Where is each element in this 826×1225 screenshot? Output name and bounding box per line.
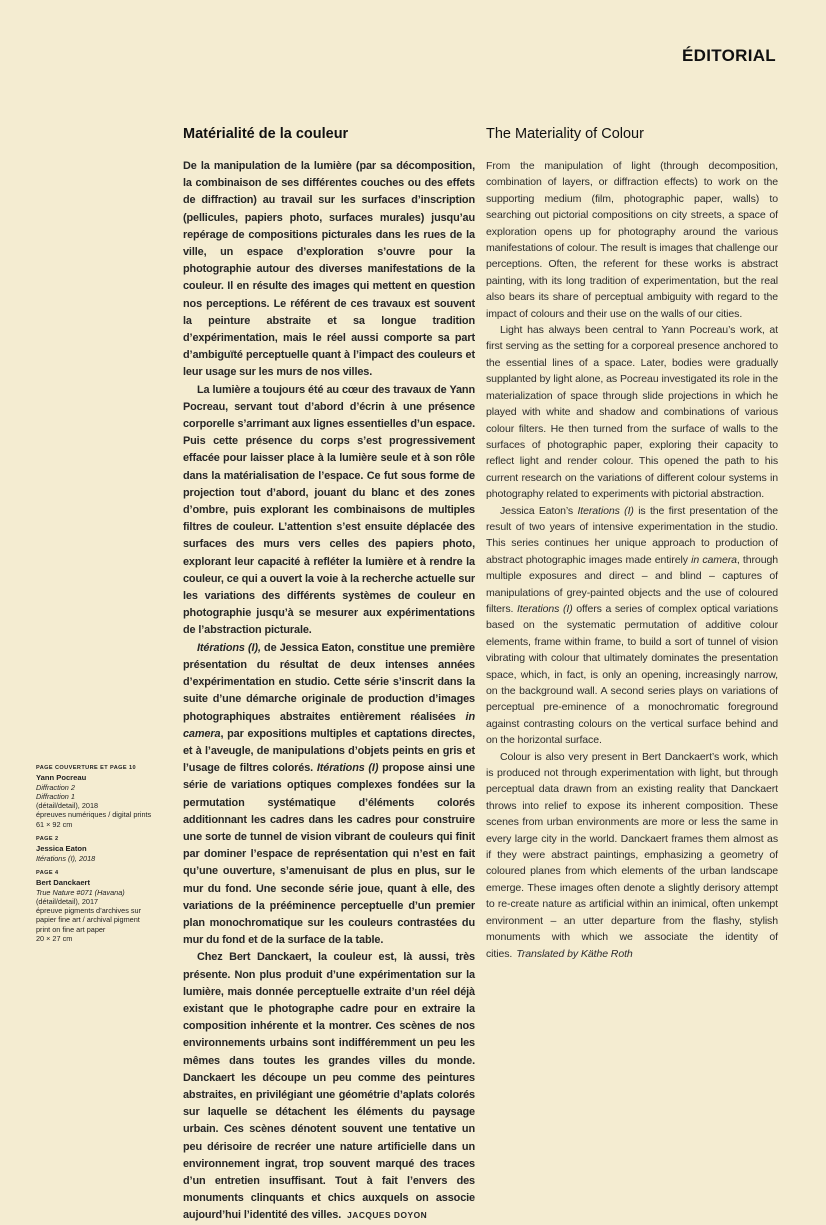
translator-credit: Translated by Käthe Roth bbox=[516, 947, 633, 960]
english-paragraph-3 bbox=[486, 503, 778, 749]
english-p3-text-d: offers a series of complex optical variations based on the systematic permutation of additive colour elements, frame within frame, to build a sort of tunnel of vision vibrating with colour that ultimately dominates the presentation space, which, in fact, is only an opening, increasingly narrow, on the background wall. A second series plays on variations of perceptual pre-eminence of a monochromatic foreground against contrasting colours on the vertical surface behind and on the horizontal surface. bbox=[486, 602, 778, 747]
credit-block bbox=[36, 869, 166, 943]
english-italic-in-camera: in camera bbox=[691, 553, 737, 566]
image-credits bbox=[36, 764, 166, 949]
english-p3-text-b: is the first presentation of the result of two years of intensive experimentation in the studio. This series continues her unique approach to production of abstract photographic images made entirely bbox=[486, 504, 778, 566]
french-title: Matérialité de la couleur bbox=[183, 126, 349, 142]
credit-artist-name: Jessica Eaton bbox=[36, 844, 87, 854]
english-p3-text-c: , through multiple exposures and direct – and blind – captures of manipulations of grey-painted objects and the use of coloured filters. bbox=[486, 553, 778, 615]
french-italic-in-camera: in camera bbox=[183, 710, 475, 740]
credit-page-label: PAGE COUVERTURE ET PAGE 10 bbox=[36, 765, 137, 771]
french-paragraph-1: De la manipulation de la lumière (par sa décomposition, la combinaison de ses différentes couches ou des effets de diffraction) au travail sur les surfaces d’inscription (pellicules, papiers photo, surfaces murales) jusqu’au repérage de compositions picturales dans les rues de la ville, un espace d’exploration s’ouvre pour la photographie autour des diverses manifestations de la couleur. Il en résulte des images qui mettent en question nos perceptions. Le référent de ces travaux est souvent la peinture abstraite et sa longue tradition d’expérimentation, mais le réel aussi comporte sa part d’ambiguïté perceptuelle quant à l’impact des couleurs et leur usage sur les murs de nos villes. bbox=[183, 160, 475, 379]
credit-line: 61 × 92 cm bbox=[36, 819, 73, 829]
english-italic-title: Iterations (I) bbox=[577, 504, 634, 517]
credit-block bbox=[36, 835, 166, 863]
french-italic-title: Itérations (I), bbox=[197, 641, 261, 654]
credit-line: épreuves numériques / digital prints bbox=[36, 810, 152, 820]
english-italic-title-2: Iterations (I) bbox=[516, 602, 573, 615]
credit-line: True Nature #071 (Havana) bbox=[36, 887, 125, 897]
english-paragraph-1: From the manipulation of light (through decomposition, combination of layers, or diffraction effects) to work on the supporting medium (film, photographic paper, walls) to searching out pictorial compositions on city streets, a space of exploration opens up for photography around the various manifestations of colour. The result is images that challenge our perceptions. Often, the referent for these works is abstract painting, with its long tradition of experimentation, but the real also bears its share of perceptual ambiguity with regard to the impact of colours and their use on the walls of our cities. bbox=[486, 160, 778, 320]
credit-line: print on fine art paper bbox=[36, 924, 106, 934]
english-paragraph-4 bbox=[486, 749, 778, 962]
credit-artist-name: Yann Pocreau bbox=[36, 773, 87, 783]
french-paragraph-2: La lumière a toujours été au cœur des travaux de Yann Pocreau, servant tout d’abord d’écrin à une présence corporelle s’arrimant aux lignes essentielles d’un espace. Puis cette présence du corps s’est progressivement effacée pour laisser place à la lumière seule et à son rôle dans la matérialisation de l’espace. Ce fut sous forme de projection tout d’abord, jouant du blanc et des zones d’ombre, puis explorant les combinaisons de multiples filtres de couleur. L’attention s’est ensuite déplacée des surfaces des murs vers celles des papiers photo, explorant leur capacité à refléter la lumière et à rendre la couleur, ce qui a ouvert la voie à la recherche actuelle sur les variations des différents systèmes de couleur en photographie jusqu’à se mesurer aux expérimentations de l’abstraction picturale. bbox=[183, 383, 475, 637]
credit-artist-name: Bert Danckaert bbox=[36, 878, 91, 888]
french-p3-text-a: de Jessica Eaton, constitue une première présentation du résultat de deux intenses années d’expérimentation en studio. Cette série s’inscrit dans la suite d’une démarche originale de production d’images photographiques abstraites entièrement réalisées bbox=[183, 641, 475, 723]
french-italic-title-2: Itérations (I) bbox=[316, 762, 379, 775]
english-editorial bbox=[486, 124, 778, 962]
credit-line: Diffraction 2 bbox=[36, 782, 75, 792]
english-title: The Materiality of Colour bbox=[486, 126, 644, 142]
credit-block bbox=[36, 764, 166, 829]
credit-line: 20 × 27 cm bbox=[36, 934, 73, 944]
credit-page-label: PAGE 2 bbox=[36, 836, 59, 843]
credit-line: (détail/detail), 2017 bbox=[36, 896, 99, 906]
credit-line: épreuve pigments d’archives sur bbox=[36, 906, 142, 916]
french-p3-text-b: , par expositions multiples et captations directes, et à l’aveugle, de manipulations d’objets peints en gris et l’usage de filtres colorés. bbox=[183, 727, 475, 775]
english-p3-text-a: Jessica Eaton’s bbox=[500, 504, 578, 517]
english-p4-text: Colour is also very present in Bert Danckaert’s work, which is produced not through experimentation with light, but through perceptual data drawn from an existing reality that Danckaert throws into relief to expose its inherent composition. These scenes from urban environments are more or less the same in every large city in the world. Danckaert frames them almost as if they were abstract paintings, emphasizing a geometry of coloured planes from which elements of the urban landscape emerge. These images often denote a slightly derisory attempt to re-create nature as artificial within an inimical, often unkempt environment – an utter departure from the flashy, stylish monuments with which we associate the identity of cities. bbox=[486, 750, 778, 960]
credit-line: papier fine art / archival pigment bbox=[36, 915, 140, 925]
french-p4-text: Chez Bert Danckaert, la couleur est, là aussi, très présente. Non plus produit d’une expérimentation sur la lumière, mais donnée perceptuelle extraite d’un réel déjà existant que le photographe cadre pour en extraire la composition inhérente et la montrer. Ces scènes de nos environnements urbains sont indifféremment un peu les mêmes dans toutes les grandes villes du monde. Danckaert les découpe un peu comme des peintures abstraites, en privilégiant une géométrie d’aplats colorés sur laquelle se détachent les éléments du paysage urbain. Ces scènes dénotent souvent une tentative un peu dérisoire de recréer une nature artificielle dans un environnement ingrat, trop souvent marqué des traces d’un entretien insuffisant. Tout à fait l’envers des monuments clinquants et chics auxquels on associe aujourd’hui l’identité des villes. bbox=[183, 951, 475, 1222]
french-paragraph-4 bbox=[183, 949, 475, 1224]
french-p3-text-c: propose ainsi une série de variations optiques complexes fondées sur la permutation systématique d’éléments colorés additionnant les cadres dans les cadres pour construire une sorte de tunnel de vision vibrant de couleurs qui finit par dominer l’espace de représentation qui n’est en fait qu’une ouverture, s’amenuisant de plus en plus, sur le mur du fond. Une seconde série joue, quant à elle, des variations de la prééminence perceptuelle d’un premier plan monochromatique sur les couleurs contrastées du mur du fond et de la surface de la table. bbox=[183, 762, 475, 947]
credit-line: Diffraction 1 bbox=[36, 791, 75, 801]
french-paragraph-3 bbox=[183, 640, 475, 950]
english-paragraph-2: Light has always been central to Yann Pocreau’s work, at first serving as the setting for a corporeal presence anchored to the essential lines of a space. Later, bodies were gradually supplanted by light alone, as Pocreau investigated its role in the materialization of space through slide projections in which he played with white and shadow and combinations of various colour filters. He then turned from the surface of walls to the surfaces of photographic paper, exploring their capacity to reflect light and render colour. This opened the path to his current research on the variations of different colour systems in photography related to experiments with pictorial abstraction. bbox=[486, 324, 778, 501]
section-label: ÉDITORIAL bbox=[681, 46, 776, 65]
credit-line: (détail/detail), 2018 bbox=[36, 801, 99, 811]
author-signature: JACQUES DOYON bbox=[347, 1210, 428, 1221]
french-editorial bbox=[183, 124, 475, 1225]
credit-line: Itérations (I), 2018 bbox=[36, 853, 96, 863]
credit-page-label: PAGE 4 bbox=[36, 869, 59, 876]
